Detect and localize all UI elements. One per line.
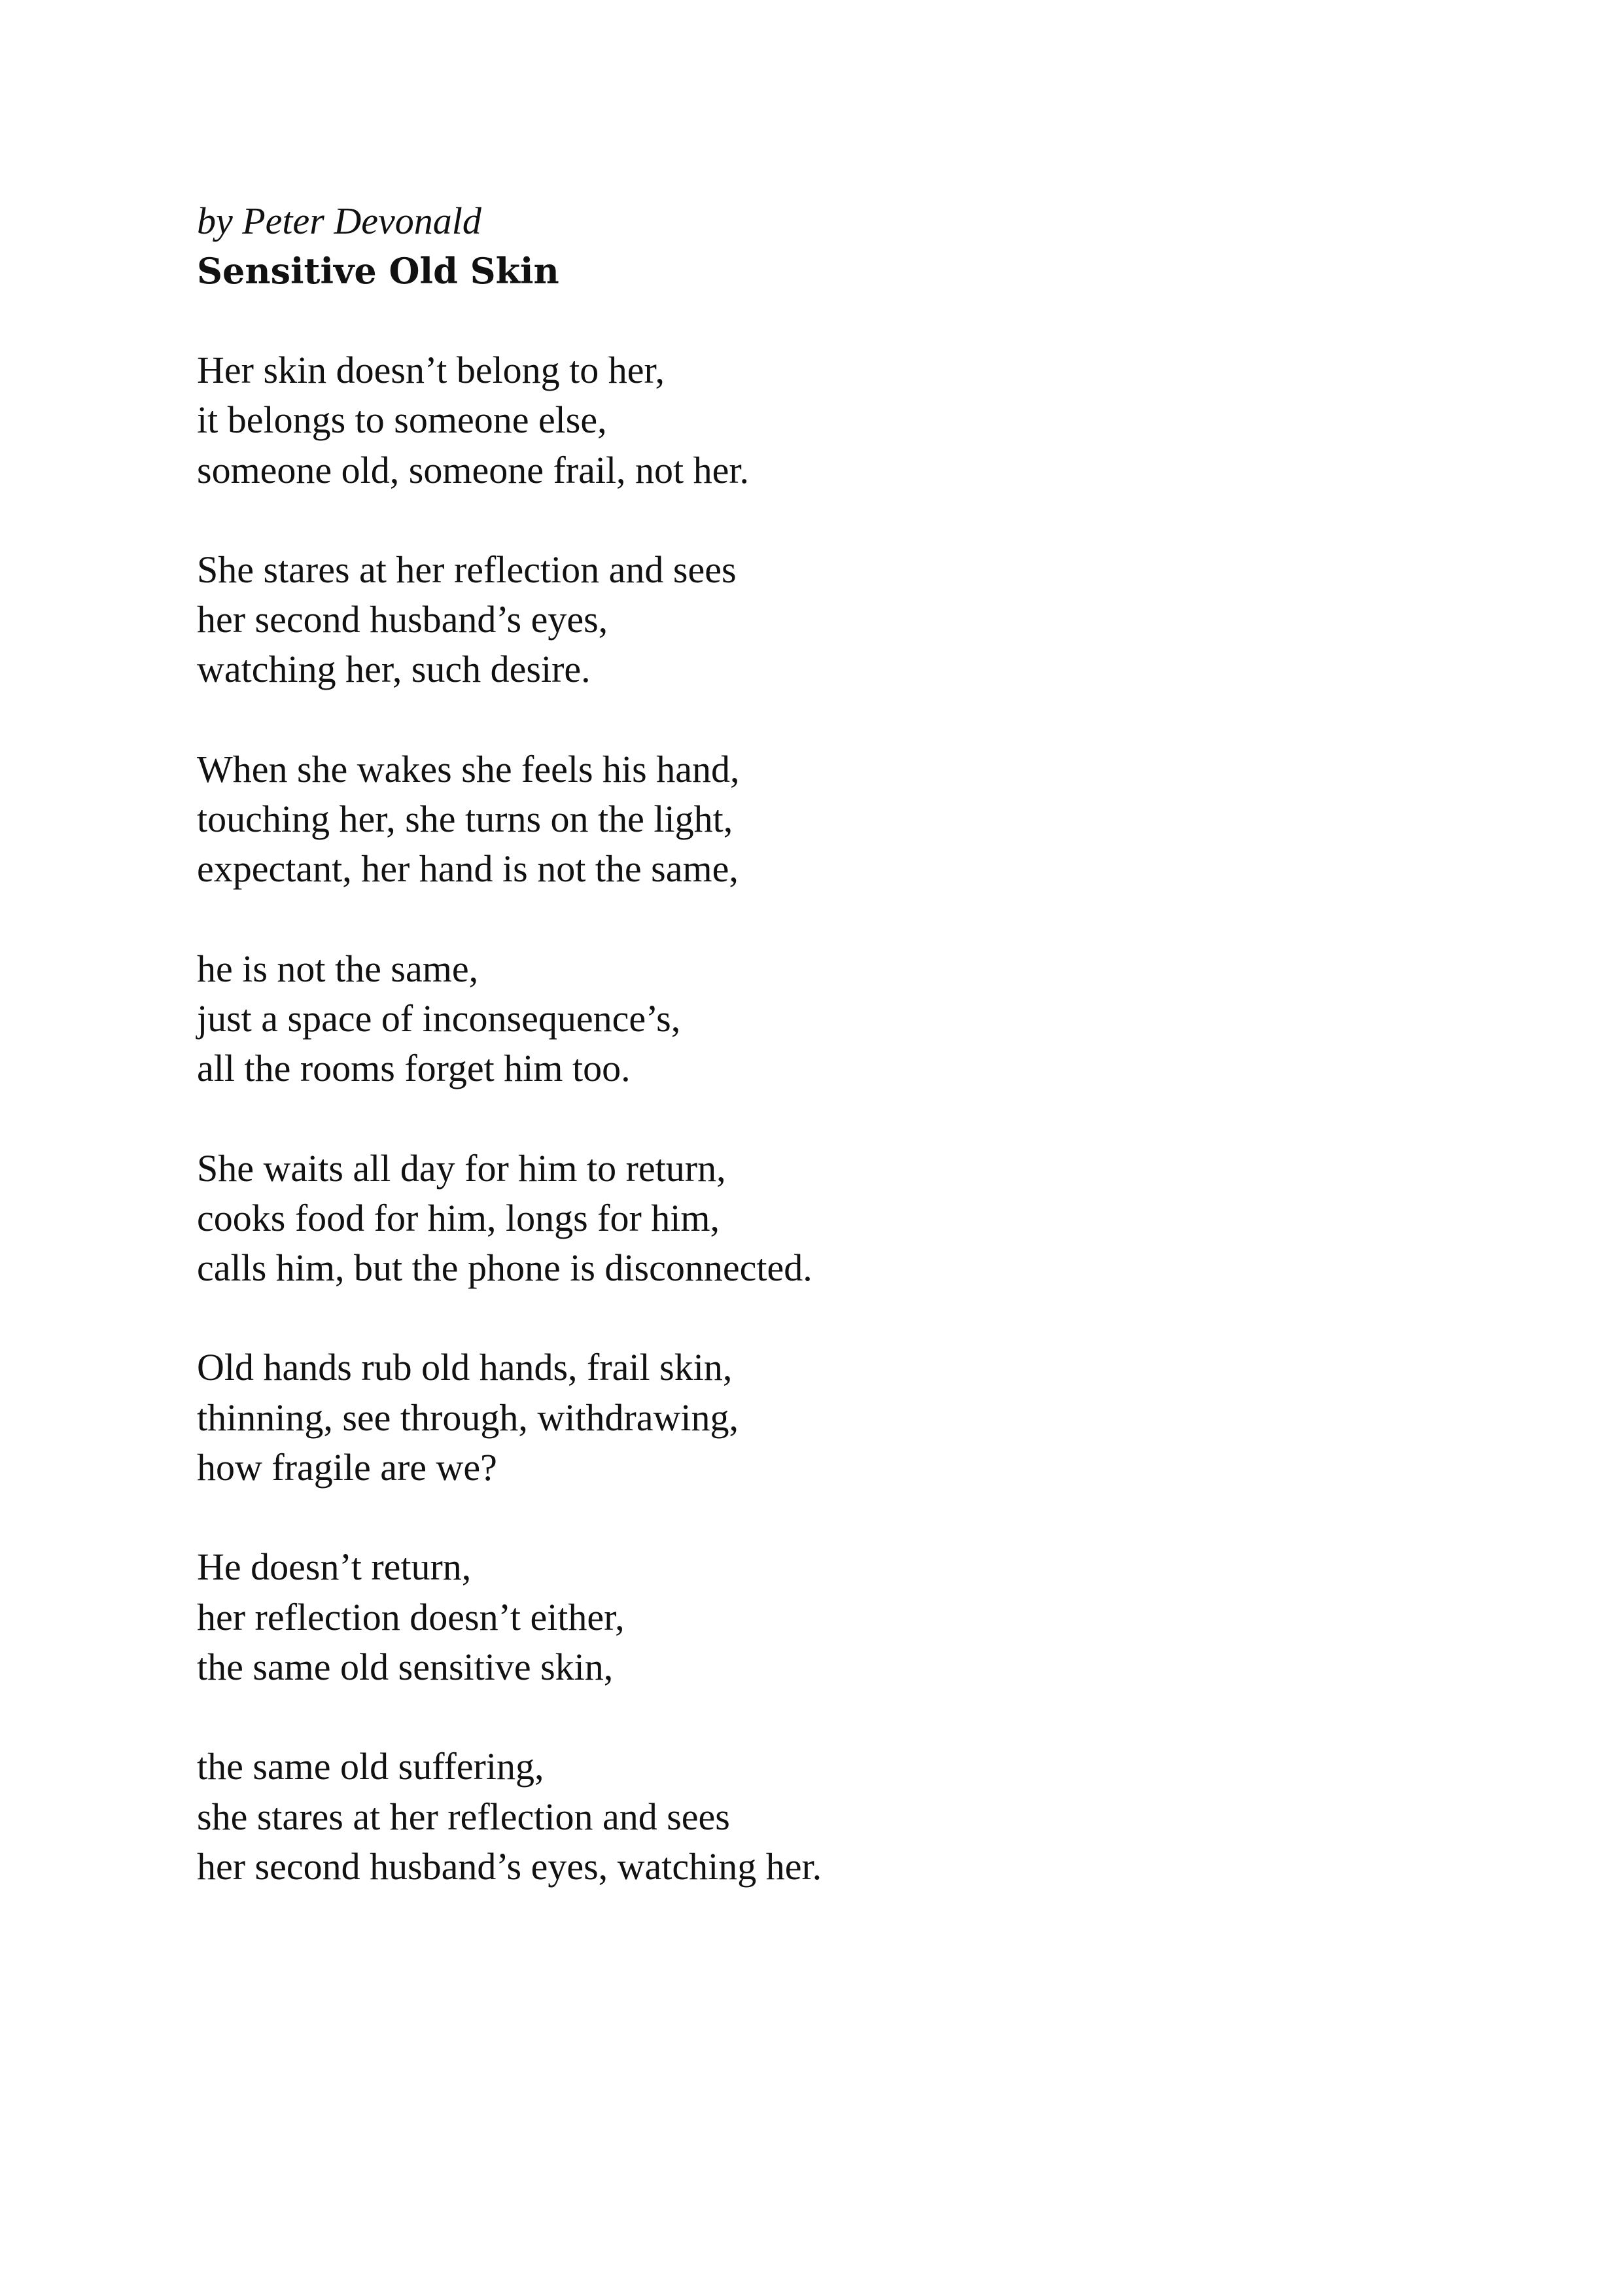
poem-line: thinning, see through, withdrawing,: [197, 1396, 739, 1439]
stanza: [197, 1343, 1440, 1492]
poem-page: [197, 196, 1440, 1941]
poem-line: She waits all day for him to return,: [197, 1146, 726, 1190]
author-byline: by Peter Devonald: [197, 200, 481, 242]
stanza: [197, 745, 1440, 894]
poem-line: he is not the same,: [197, 947, 479, 990]
poem-line: She stares at her reflection and sees: [197, 548, 737, 591]
stanza: [197, 345, 1440, 495]
stanza: [197, 1144, 1440, 1294]
poem-line: just a space of inconsequence’s,: [197, 997, 681, 1040]
poem-line: her second husband’s eyes, watching her.: [197, 1845, 822, 1888]
stanza: [197, 1742, 1440, 1892]
poem-line: expectant, her hand is not the same,: [197, 847, 739, 891]
stanza: [197, 545, 1440, 695]
poem-line: calls him, but the phone is disconnected.: [197, 1246, 812, 1290]
poem-line: watching her, such desire.: [197, 648, 591, 691]
poem-line: someone old, someone frail, not her.: [197, 448, 750, 491]
poem-line: He doesn’t return,: [197, 1545, 472, 1589]
poem-line: When she wakes she feels his hand,: [197, 747, 740, 790]
poem-line: her reflection doesn’t either,: [197, 1595, 625, 1638]
poem-line: she stares at her reflection and sees: [197, 1795, 730, 1838]
poem-line: the same old sensitive skin,: [197, 1645, 614, 1688]
stanza: [197, 1542, 1440, 1692]
stanza: [197, 944, 1440, 1094]
poem-line: her second husband’s eyes,: [197, 598, 608, 641]
poem-line: the same old suffering,: [197, 1745, 544, 1788]
poem-line: Old hands rub old hands, frail skin,: [197, 1346, 733, 1389]
poem-line: it belongs to someone else,: [197, 398, 607, 442]
poem-line: how fragile are we?: [197, 1446, 497, 1489]
poem-line: Her skin doesn’t belong to her,: [197, 349, 665, 391]
poem-title: Sensitive Old Skin: [197, 250, 559, 292]
poem-line: cooks food for him, longs for him,: [197, 1196, 720, 1239]
poem-line: all the rooms forget him too.: [197, 1047, 631, 1090]
poem-line: touching her, she turns on the light,: [197, 798, 733, 841]
